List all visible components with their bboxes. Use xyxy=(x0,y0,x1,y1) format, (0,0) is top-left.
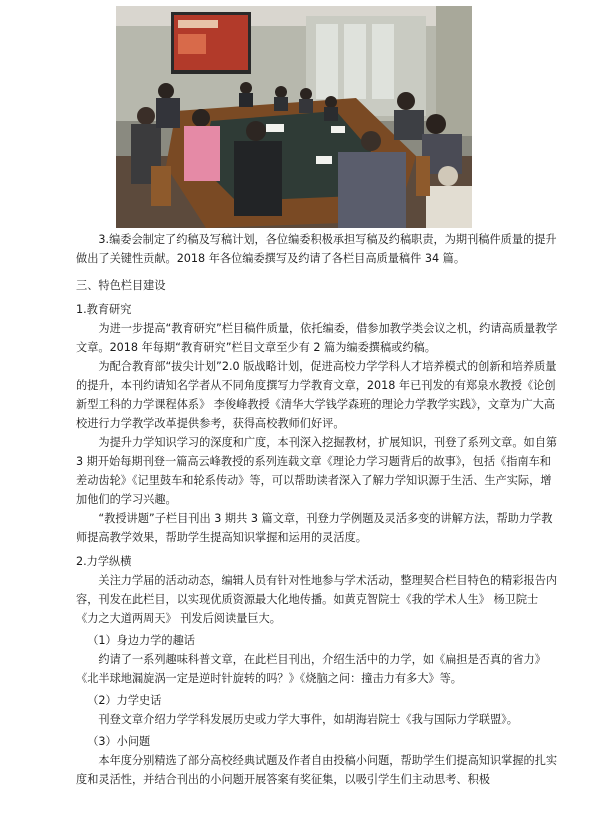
section-heading-featured-columns: 三、特色栏目建设 xyxy=(76,279,166,292)
subheading-everyday-mechanics: （1）身边力学的趣话 xyxy=(87,634,195,647)
paragraph-professor-lectures: “教授讲题”子栏目刊出 3 期共 3 篇文章，刊登力学例题及灵活多变的讲解方法，帮助力学教师提高教学效果，帮助学生提高知识掌握和运用的灵活度。 xyxy=(76,512,553,544)
subheading-small-problems: （3）小问题 xyxy=(87,735,151,748)
paragraph-top-talent-plan: 为配合教育部“拔尖计划”2.0 版战略计划，促进高校力学学科人才培养模式的创新和培养质量的提升，本刊约请知名学者从不同角度撰写力学教育文章，2018 年已刊发的有郑泉水教授《论创新型工科的力学课程体系》 李俊峰教授《清华大学钱学森班的理论力学教学实践》，文章为广大高校进行力学教学改革提供参考，获得高校教师们好评。 xyxy=(76,360,557,430)
meeting-photo-illustration xyxy=(116,6,472,228)
paragraph-history-articles: 刊登文章介绍力学学科发展历史或力学大事件，如胡海岩院士《我与国际力学联盟》。 xyxy=(98,713,518,726)
document-body xyxy=(76,230,558,789)
subheading-mechanics-panorama: 2.力学纵横 xyxy=(76,555,132,568)
subheading-mechanics-history: （2）力学史话 xyxy=(87,694,162,707)
paragraph-education-quality: 为进一步提高“教育研究”栏目稿件质量，依托编委，借参加教学类会议之机，约请高质量教学文章。2018 年每期“教育研究”栏目文章至少有 2 篇为编委撰稿或约稿。 xyxy=(76,322,558,354)
paragraph-academic-activities: 关注力学届的活动动态，编辑人员有针对性地参与学术活动，整理契合栏目特色的精彩报告内容，刊发在此栏目，以实现优质资源最大化地传播。如黄克智院士《我的学术人生》 杨卫院士《力之大道两周天》 刊发后阅读量巨大。 xyxy=(76,574,558,625)
subheading-education-research: 1.教育研究 xyxy=(76,303,132,316)
paragraph-popular-science: 约请了一系列趣味科普文章，在此栏目刊出，介绍生活中的力学，如《扁担是否真的省力》《北半球地漏旋涡一定是逆时针旋转的吗？》《烧脑之问：撞击力有多大》等。 xyxy=(76,653,546,685)
paragraph-editorial-plan: 3.编委会制定了约稿及写稿计划，各位编委积极承担写稿及约稿职责，为期刊稿件质量的提升做出了关键性贡献。2018 年各位编委撰写及约请了各栏目高质量稿件 34 篇。 xyxy=(76,233,557,265)
meeting-photo xyxy=(116,6,472,228)
paragraph-exam-problems: 本年度分别精选了部分高校经典试题及作者自由投稿小问题，帮助学生们提高知识掌握的扎实度和灵活性，并结合刊出的小问题开展答案有奖征集，以吸引学生们主动思考、积极 xyxy=(76,754,558,786)
paragraph-knowledge-depth: 为提升力学知识学习的深度和广度，本刊深入挖掘教材，扩展知识，刊登了系列文章。如自第 3 期开始每期刊登一篇高云峰教授的系列连载文章《理论力学习题背后的故事》，包括《指南车和差动齿轮》《记里鼓车和轮系传动》等，可以帮助读者深入了解力学知识源于生活、生产实际，增加他们的学习兴趣。 xyxy=(76,436,558,506)
